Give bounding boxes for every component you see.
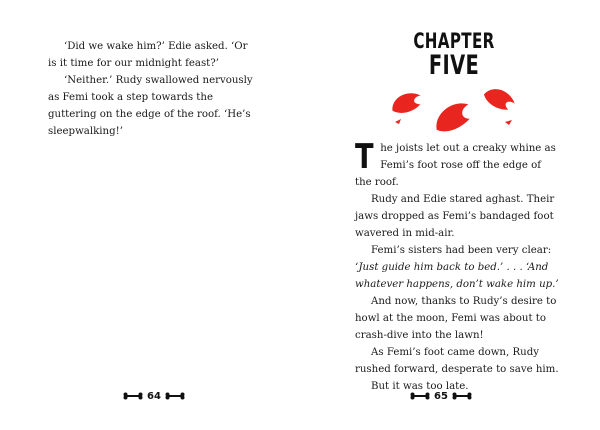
quoted-instruction: ‘Just guide him back to bed.’ . . . ‘And whatever happens, don’t wake him up.’ (355, 262, 559, 290)
chapter-title (382, 30, 526, 80)
right-page-folio (401, 388, 481, 404)
leaf-fleck-icon (395, 119, 401, 124)
leaf-icon (430, 98, 476, 138)
paragraph: But it was too late. (371, 381, 469, 392)
right-page-text (355, 137, 560, 395)
bone-icon (165, 392, 185, 400)
bone-icon (123, 392, 143, 400)
left-page-folio (114, 388, 194, 404)
page-number: 65 (434, 390, 448, 402)
paragraph: Rudy and Edie stared aghast. Their jaws dropped as Femi’s bandaged foot wavered in mid-air. (355, 194, 555, 239)
falling-leaves-icon (385, 78, 523, 144)
paragraph (355, 242, 560, 293)
leaf-icon (388, 88, 425, 118)
paragraph (355, 137, 560, 191)
drop-cap: T (355, 137, 374, 177)
bone-icon (452, 392, 472, 400)
paragraph-text: he joists let out a creaky whine as Femi’s foot rose off the edge of the roof. (355, 143, 556, 188)
paragraph: ‘Did we wake him?’ Edie asked. ‘Or is it time for our midnight feast?’ (48, 41, 248, 69)
leaf-fleck-icon (505, 120, 512, 125)
paragraph-text: Femi’s sisters had been very clear: (371, 245, 552, 256)
paragraph: And now, thanks to Rudy’s desire to howl at the moon, Femi was about to crash-dive into the lawn! (355, 296, 557, 341)
paragraph: ‘Neither.’ Rudy swallowed nervously as Femi took a step towards the guttering on the edge of the roof. ‘He’s sleepwalking!’ (48, 75, 253, 137)
bone-icon (410, 392, 430, 400)
leaf-icon (481, 85, 517, 113)
chapter-word: CHAPTER (413, 29, 495, 53)
paragraph: As Femi’s foot came down, Rudy rushed forward, desperate to save him. (355, 347, 559, 375)
chapter-number: FIVE (428, 50, 480, 81)
page-number: 64 (147, 390, 161, 402)
left-page-text (48, 38, 253, 140)
